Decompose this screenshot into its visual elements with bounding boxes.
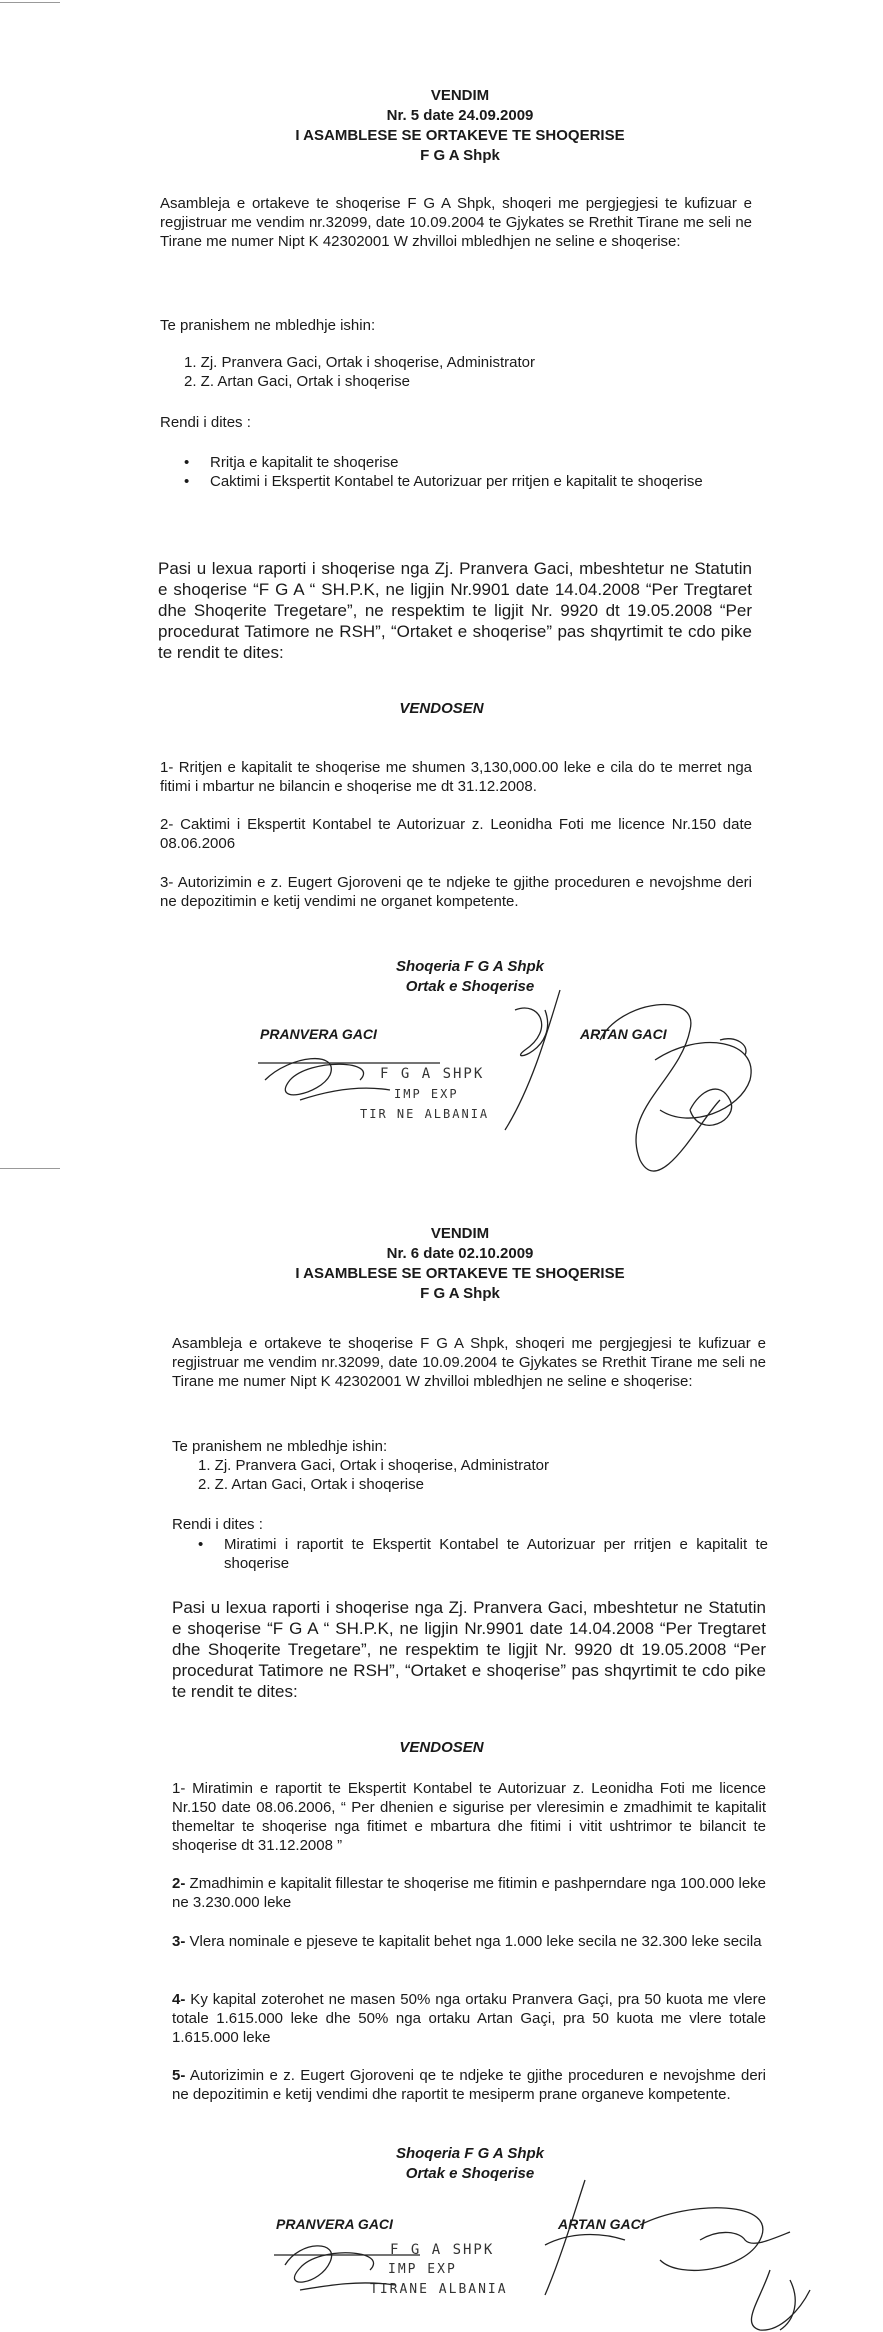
company-name: F G A Shpk — [420, 1285, 500, 1302]
agenda-item: Caktimi i Ekspertit Kontabel te Autorizuar per rritjen e kapitalit te shoqerise — [210, 473, 703, 490]
decision-point: 2- Caktimi i Ekspertit Kontabel te Autorizuar z. Leonidha Foti me licence Nr.150 date 08.06.2006 — [160, 816, 752, 852]
company-name: F G A Shpk — [420, 147, 500, 164]
signer-name-1: PRANVERA GACI — [276, 2216, 393, 2232]
present-label: Te pranishem ne mbledhje ishin: — [160, 317, 376, 334]
stamp-line: TIRANE ALBANIA — [370, 2282, 508, 2297]
intro-paragraph: Asambleja e ortakeve te shoqerise F G A Shpk, shoqeri me pergjegjesi te kufizuar e regjistruar me vendim nr.32099, date 10.09.2004 te Gjykates se Rrethit Tirane me seli ne Tirane me numer Nipt K 42302001 W zhvilloi mbledhjen ne seline e shoqerise: — [172, 1335, 766, 1390]
point-number: 2- — [172, 1875, 186, 1892]
signer-name-2: ARTAN GACI — [580, 1026, 667, 1042]
sign-role: Ortak e Shoqerise — [405, 2165, 535, 2182]
doc-number: Nr. 5 date 24.09.2009 — [386, 107, 534, 124]
stamp-line: IMP EXP — [394, 1087, 459, 1101]
stamp-line: F G A SHPK — [390, 2242, 495, 2258]
agenda-item: Miratimi i raportit te Ekspertit Kontabel te Autorizuar per rritjen e kapitalit te shoqerise — [224, 1536, 768, 1572]
signer-name-2: ARTAN GACI — [558, 2216, 645, 2232]
doc-subtitle: I ASAMBLESE SE ORTAKEVE TE SHOQERISE — [295, 127, 625, 144]
bullet-icon: • — [184, 473, 190, 490]
sign-role: Ortak e Shoqerise — [405, 978, 535, 995]
point-text: Autorizimin e z. Eugert Gjoroveni qe te ndjeke te gjithe proceduren e nevojshme deri ne depozitimin e ketij vendimi dhe raportit te mesiperm prane organeve kompetente. — [172, 2067, 766, 2103]
intro-paragraph: Asambleja e ortakeve te shoqerise F G A Shpk, shoqeri me pergjegjesi te kufizuar e regjistruar me vendim nr.32099, date 10.09.2004 te Gjykates se Rrethit Tirane me seli ne Tirane me numer Nipt K 42302001 W zhvilloi mbledhjen ne seline e shoqerise: — [160, 195, 752, 250]
point-number: 3- — [172, 1933, 186, 1950]
list-item: 1. Zj. Pranvera Gaci, Ortak i shoqerise, Administrator — [198, 1457, 549, 1474]
stamp-line: IMP EXP — [388, 2262, 457, 2277]
decision-point: 1- Rritjen e kapitalit te shoqerise me shumen 3,130,000.00 leke e cila do te merret nga fitimi i mbartur ne bilancin e shoqerise me dt 31.12.2008. — [160, 759, 752, 795]
point-text: Zmadhimin e kapitalit fillestar te shoqerise me fitimin e pashperndare nga 100.000 leke ne 3.230.000 leke — [172, 1875, 766, 1911]
doc-title: VENDIM — [430, 1225, 490, 1242]
list-item: 2. Z. Artan Gaci, Ortak i shoqerise — [198, 1476, 424, 1493]
point-number: 1- — [172, 1780, 186, 1797]
bullet-icon: • — [184, 454, 190, 471]
decision-point: 3- Autorizimin e z. Eugert Gjoroveni qe te ndjeke te gjithe proceduren e nevojshme deri ne depozitimin e ketij vendimi ne organet kompetente. — [160, 874, 752, 910]
decided-heading: VENDOSEN — [399, 1739, 484, 1756]
stamp-line: TIR NE ALBANIA — [360, 1107, 490, 1121]
stamp-line: F G A SHPK — [380, 1066, 485, 1082]
sign-company: Shoqeria F G A Shpk — [395, 2145, 545, 2162]
sign-company: Shoqeria F G A Shpk — [395, 958, 545, 975]
point-number: 4- — [172, 1991, 186, 2008]
point-number: 5- — [172, 2067, 186, 2084]
point-text: Miratimin e raportit te Ekspertit Kontabel te Autorizuar z. Leonidha Foti me licence Nr.150 date 08.06.2006, “ Per dhenien e sigurise per vleresimin e zmadhimit te kapitalit themeltar te shoqerise nga fitimet e mbartura dhe fitimi i vitit ushtrimor te bilancit te shoqerise dt 31.12.2008 ” — [172, 1780, 766, 1854]
bullet-icon: • — [198, 1536, 204, 1553]
list-item: 2. Z. Artan Gaci, Ortak i shoqerise — [184, 373, 410, 390]
reading-paragraph: Pasi u lexua raporti i shoqerise nga Zj. Pranvera Gaci, mbeshtetur ne Statutin e shoqerise “F G A “ SH.P.K, ne ligjin Nr.9901 date 14.04.2008 “Per Tregtaret dhe Shoqerite Tregetare”, ne respektim te ligjit Nr. 9920 dt 19.05.2008 “Per procedurat Tatimore ne RSH”, “Ortaket e shoqerise” pas shqyrtimit te cdo pike te rendit te dites: — [172, 1598, 766, 1701]
list-item: 1. Zj. Pranvera Gaci, Ortak i shoqerise, Administrator — [184, 354, 535, 371]
agenda-label: Rendi i dites : — [160, 414, 251, 431]
doc-subtitle: I ASAMBLESE SE ORTAKEVE TE SHOQERISE — [295, 1265, 625, 1282]
doc-title: VENDIM — [430, 87, 490, 104]
present-label: Te pranishem ne mbledhje ishin: — [172, 1438, 388, 1455]
signer-name-1: PRANVERA GACI — [260, 1026, 377, 1042]
reading-paragraph: Pasi u lexua raporti i shoqerise nga Zj. Pranvera Gaci, mbeshtetur ne Statutin e shoqerise “F G A “ SH.P.K, ne ligjin Nr.9901 date 14.04.2008 “Per Tregtaret dhe Shoqerite Tregetare”, ne respektim te ligjit Nr. 9920 dt 19.05.2008 “Per procedurat Tatimore ne RSH”, “Ortaket e shoqerise” pas shqyrtimit te cdo pike te rendit te dites: — [158, 559, 752, 662]
doc-number: Nr. 6 date 02.10.2009 — [386, 1245, 534, 1262]
point-text: Ky kapital zoterohet ne masen 50% nga ortaku Pranvera Gaçi, pra 50 kuota me vlere totale 1.615.000 leke dhe 50% nga ortaku Artan Gaçi, pra 50 kuota me vlere totale 1.615.000 leke — [172, 1991, 766, 2046]
agenda-label: Rendi i dites : — [172, 1516, 263, 1533]
point-text: Vlera nominale e pjeseve te kapitalit behet nga 1.000 leke secila ne 32.300 leke secila — [185, 1933, 762, 1950]
agenda-item: Rritja e kapitalit te shoqerise — [210, 454, 399, 471]
decided-heading: VENDOSEN — [399, 700, 484, 717]
